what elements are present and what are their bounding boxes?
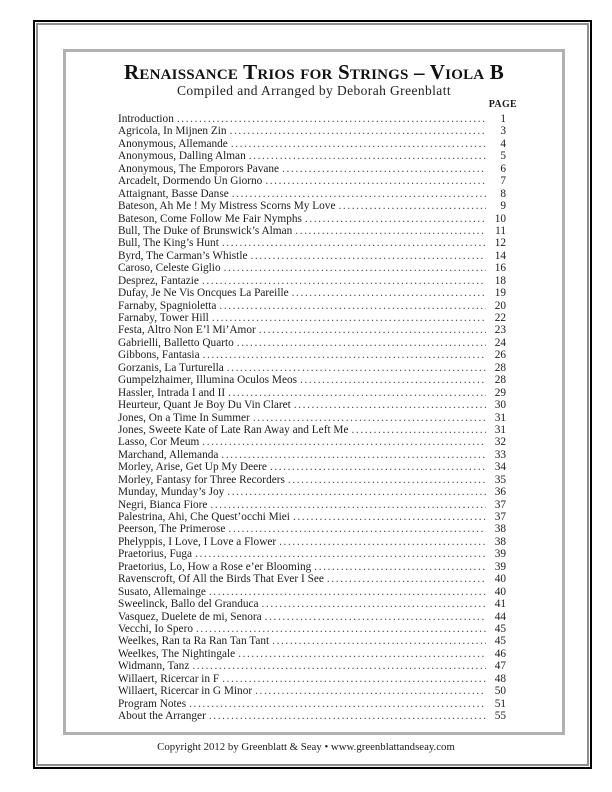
- toc-entry-title: Bull, The Duke of Brunswick’s Alman: [118, 224, 293, 237]
- toc-entry-page: 38: [494, 535, 506, 548]
- toc-entry: [118, 424, 506, 436]
- toc-entry: [118, 275, 506, 287]
- toc-dot-leader: [216, 300, 486, 312]
- toc-entry: [118, 262, 506, 274]
- toc-dot-leader: [228, 138, 486, 150]
- toc-entry-title: Peerson, The Primerose: [118, 523, 226, 536]
- toc-entry-page: 55: [494, 710, 506, 722]
- toc-dot-leader: [279, 163, 486, 175]
- toc-entry: [118, 573, 506, 585]
- toc-entry: [118, 300, 506, 312]
- toc-entry-title: Dufay, Je Ne Vis Oncques La Pareille: [118, 287, 289, 300]
- toc-entry-page: 14: [494, 249, 506, 262]
- toc-entry-title: Vasquez, Duelete de mi, Senora: [118, 610, 262, 623]
- toc-dot-leader: [199, 275, 486, 287]
- toc-dot-leader: [189, 660, 486, 672]
- toc-entry: [118, 611, 506, 623]
- toc-entry-page: 12: [494, 237, 506, 250]
- toc-entry: [118, 623, 506, 635]
- toc-entry: [118, 287, 506, 299]
- toc-entry-title: Byrd, The Carman’s Whistle: [118, 249, 248, 262]
- toc-entry-page: 39: [494, 560, 506, 573]
- toc-entry: [118, 461, 506, 473]
- toc-entry-page: 28: [494, 374, 506, 387]
- toc-entry-title: Gumpelzhaimer, Illumina Oculos Meos: [118, 374, 298, 387]
- toc-entry: [118, 113, 506, 125]
- toc-entry-page: 1: [500, 113, 506, 125]
- toc-entry-title: Willaert, Ricercar in F: [118, 672, 220, 685]
- toc-entry-title: Gibbons, Fantasia: [118, 349, 200, 362]
- toc-entry: [118, 710, 506, 722]
- toc-dot-leader: [219, 237, 486, 249]
- toc-dot-leader: [229, 188, 486, 200]
- toc-dot-leader: [252, 685, 486, 697]
- toc-entry-page: 46: [494, 647, 506, 660]
- toc-entry-page: 35: [494, 473, 506, 486]
- toc-entry-title: Gabrielli, Balletto Quarto: [118, 336, 234, 349]
- toc-entry-title: Anonymous, Allemande: [118, 137, 228, 150]
- toc-entry-page: 5: [500, 150, 506, 163]
- page-column-label: PAGE: [488, 99, 517, 110]
- toc-entry-page: 41: [494, 598, 506, 611]
- toc-entry-page: 37: [494, 498, 506, 511]
- toc-dot-leader: [199, 436, 486, 448]
- toc-entry-title: Jones, On a Time In Summer: [118, 411, 250, 424]
- toc-entry: [118, 635, 506, 647]
- toc-entry-title: Bull, The King’s Hunt: [118, 237, 219, 250]
- toc-entry-page: 30: [494, 399, 506, 412]
- toc-entry-title: Caroso, Celeste Giglio: [118, 262, 221, 275]
- toc-entry-title: Praetorius, Fuga: [118, 548, 193, 561]
- page-subtitle: Compiled and Arranged by Deborah Greenblatt: [177, 83, 451, 98]
- toc-entry: [118, 561, 506, 573]
- toc-entry: [118, 312, 506, 324]
- toc-entry-page: 6: [500, 162, 506, 175]
- toc-dot-leader: [247, 250, 486, 262]
- toc-entry-title: Arcadelt, Dormendo Un Giorno: [118, 175, 263, 188]
- page-title: Renaissance Trios for Strings – Viola B: [124, 60, 504, 84]
- toc-entry-title: Bateson, Ah Me ! My Mistress Scorns My Love: [118, 200, 336, 213]
- toc-entry: [118, 250, 506, 262]
- toc-dot-leader: [324, 573, 486, 585]
- toc-entry: [118, 200, 506, 212]
- toc-dot-leader: [206, 710, 486, 722]
- toc-dot-leader: [276, 536, 486, 548]
- toc-entry-title: Widmann, Tanz: [118, 660, 190, 673]
- toc-entry: [118, 511, 506, 523]
- toc-entry-title: Ravenscroft, Of All the Birds That Ever I See: [118, 573, 324, 586]
- toc-entry: [118, 213, 506, 225]
- toc-entry-page: 50: [494, 685, 506, 698]
- toc-dot-leader: [302, 213, 486, 225]
- toc-entry-title: Introduction: [118, 113, 174, 125]
- toc-entry: [118, 225, 506, 237]
- toc-entry-title: Morley, Fantasy for Three Recorders: [118, 473, 285, 486]
- toc-entry-page: 32: [494, 436, 506, 449]
- toc-entry-title: Jones, Sweete Kate of Late Ran Away and Left Me: [118, 423, 349, 436]
- content-frame: [63, 49, 565, 735]
- toc-entry-page: 40: [494, 573, 506, 586]
- toc-entry-title: Farnaby, Spagnioletta: [118, 299, 217, 312]
- toc-entry: [118, 150, 506, 162]
- toc-dot-leader: [219, 673, 486, 685]
- toc-entry-page: 37: [494, 511, 506, 523]
- toc-entry: [118, 660, 506, 672]
- toc-dot-leader: [262, 175, 486, 187]
- toc-entry-page: 19: [494, 287, 506, 300]
- toc-entry-title: Sweelinck, Ballo del Granduca: [118, 598, 259, 611]
- toc-entry: [118, 449, 506, 461]
- toc-entry: [118, 673, 506, 685]
- toc-dot-leader: [256, 324, 486, 336]
- toc-entry-page: 4: [500, 137, 506, 150]
- toc-dot-leader: [290, 511, 486, 523]
- toc-entry-title: Praetorius, Lo, How a Rose e’er Blooming: [118, 560, 312, 573]
- toc-dot-leader: [209, 312, 486, 324]
- toc-entry-title: Weelkes, Ran ta Ra Ran Tan Tant: [118, 635, 270, 648]
- toc-dot-leader: [259, 598, 486, 610]
- toc-entry-page: 47: [494, 660, 506, 673]
- toc-entry-title: Morley, Arise, Get Up My Deere: [118, 461, 267, 474]
- toc-dot-leader: [289, 287, 486, 299]
- toc-entry-page: 22: [494, 312, 506, 324]
- toc-entry-page: 20: [494, 299, 506, 312]
- toc-entry-page: 26: [494, 349, 506, 362]
- toc-entry: [118, 337, 506, 349]
- toc-entry-title: Agricola, In Mijnen Zin: [118, 125, 227, 138]
- toc-entry-title: Palestrina, Ahi, Che Quest’occhi Miei: [118, 511, 290, 523]
- toc-entry: [118, 486, 506, 498]
- toc-entry-page: 34: [494, 461, 506, 474]
- toc-entry: [118, 436, 506, 448]
- toc-entry-title: Anonymous, The Emporors Pavane: [118, 162, 280, 175]
- toc-entry: [118, 548, 506, 560]
- toc-entry-page: 31: [494, 423, 506, 436]
- toc-entry-title: Munday, Munday’s Joy: [118, 486, 225, 499]
- toc-entry: [118, 586, 506, 598]
- toc-entry: [118, 362, 506, 374]
- toc-entry: [118, 536, 506, 548]
- toc-entry-page: 28: [494, 361, 506, 374]
- toc-entry-title: Anonymous, Dalling Alman: [118, 150, 246, 163]
- toc-entry: [118, 138, 506, 150]
- toc-entry: [118, 188, 506, 200]
- toc-entry-page: 51: [494, 697, 506, 710]
- toc-dot-leader: [269, 635, 486, 647]
- toc-entry-title: Heurteur, Quant Je Boy Du Vin Claret: [118, 399, 291, 412]
- toc-entry-title: Festa, Altro Non E’l Mi’Amor: [118, 324, 256, 337]
- toc-entry: [118, 125, 506, 137]
- toc-entry-title: Program Notes: [118, 697, 187, 710]
- toc-dot-leader: [206, 586, 486, 598]
- toc-dot-leader: [348, 424, 486, 436]
- table-of-contents: [118, 113, 506, 722]
- toc-entry-title: Hassler, Intrada I and II: [118, 386, 226, 399]
- toc-dot-leader: [297, 374, 486, 386]
- toc-entry-page: 9: [500, 200, 506, 213]
- toc-entry-page: 24: [494, 336, 506, 349]
- toc-dot-leader: [224, 486, 486, 498]
- toc-dot-leader: [292, 225, 486, 237]
- toc-entry-title: Lasso, Cor Meum: [118, 436, 200, 449]
- toc-dot-leader: [193, 623, 486, 635]
- toc-dot-leader: [291, 399, 486, 411]
- toc-dot-leader: [225, 523, 486, 535]
- toc-entry-page: 31: [494, 411, 506, 424]
- toc-entry-page: 8: [500, 187, 506, 200]
- toc-entry: [118, 598, 506, 610]
- toc-entry: [118, 499, 506, 511]
- toc-entry-title: Negri, Bianca Fiore: [118, 498, 208, 511]
- toc-entry-page: 7: [500, 175, 506, 188]
- toc-dot-leader: [262, 611, 486, 623]
- toc-dot-leader: [246, 150, 486, 162]
- toc-dot-leader: [192, 548, 486, 560]
- toc-dot-leader: [250, 412, 486, 424]
- toc-dot-leader: [218, 449, 486, 461]
- toc-entry-page: 3: [500, 125, 506, 138]
- toc-entry-title: Vecchi, Io Spero: [118, 622, 193, 635]
- toc-entry-title: Bateson, Come Follow Me Fair Nymphs: [118, 212, 302, 225]
- toc-entry: [118, 324, 506, 336]
- toc-entry-title: Weelkes, The Nightingale: [118, 647, 236, 660]
- toc-dot-leader: [207, 499, 486, 511]
- toc-entry: [118, 685, 506, 697]
- toc-dot-leader: [285, 474, 486, 486]
- toc-entry-title: Attaignant, Basse Danse: [118, 187, 229, 200]
- toc-entry-title: Marchand, Allemanda: [118, 448, 219, 461]
- toc-entry-page: 18: [494, 274, 506, 287]
- toc-entry-page: 29: [494, 386, 506, 399]
- toc-dot-leader: [227, 125, 486, 137]
- toc-entry-title: Susato, Allemainge: [118, 585, 206, 598]
- toc-entry-page: 38: [494, 523, 506, 536]
- toc-entry-page: 36: [494, 486, 506, 499]
- toc-entry-page: 45: [494, 635, 506, 648]
- toc-entry: [118, 387, 506, 399]
- toc-entry: [118, 163, 506, 175]
- toc-entry-page: 23: [494, 324, 506, 337]
- toc-entry-page: 10: [494, 212, 506, 225]
- toc-entry-title: Willaert, Ricercar in G Minor: [118, 685, 253, 698]
- toc-entry-title: Phelyppis, I Love, I Love a Flower: [118, 535, 277, 548]
- toc-entry-page: 48: [494, 672, 506, 685]
- toc-entry: [118, 374, 506, 386]
- toc-entry-page: 11: [495, 224, 506, 237]
- toc-entry: [118, 349, 506, 361]
- toc-entry-page: 44: [494, 610, 506, 623]
- toc-dot-leader: [224, 362, 486, 374]
- toc-entry-title: Desprez, Fantazie: [118, 274, 199, 287]
- toc-entry-page: 33: [494, 448, 506, 461]
- toc-dot-leader: [174, 113, 486, 125]
- toc-dot-leader: [200, 349, 486, 361]
- toc-entry: [118, 698, 506, 710]
- toc-entry-page: 16: [494, 262, 506, 275]
- toc-entry: [118, 412, 506, 424]
- toc-entry: [118, 474, 506, 486]
- toc-dot-leader: [221, 262, 486, 274]
- toc-entry-page: 39: [494, 548, 506, 561]
- toc-entry-title: Farnaby, Tower Hill: [118, 312, 209, 324]
- toc-dot-leader: [235, 648, 486, 660]
- toc-dot-leader: [234, 337, 486, 349]
- toc-entry: [118, 175, 506, 187]
- toc-entry-title: About the Arranger: [118, 710, 206, 722]
- toc-dot-leader: [225, 387, 486, 399]
- toc-entry-page: 40: [494, 585, 506, 598]
- toc-dot-leader: [335, 200, 486, 212]
- toc-entry: [118, 523, 506, 535]
- toc-dot-leader: [267, 461, 486, 473]
- toc-dot-leader: [186, 698, 486, 710]
- toc-entry: [118, 399, 506, 411]
- toc-entry: [118, 648, 506, 660]
- toc-dot-leader: [311, 561, 486, 573]
- toc-entry-page: 45: [494, 622, 506, 635]
- copyright-footer: Copyright 2012 by Greenblatt & Seay • www.greenblattandseay.com: [157, 741, 455, 753]
- toc-entry-title: Gorzanis, La Turturella: [118, 361, 224, 374]
- toc-entry: [118, 237, 506, 249]
